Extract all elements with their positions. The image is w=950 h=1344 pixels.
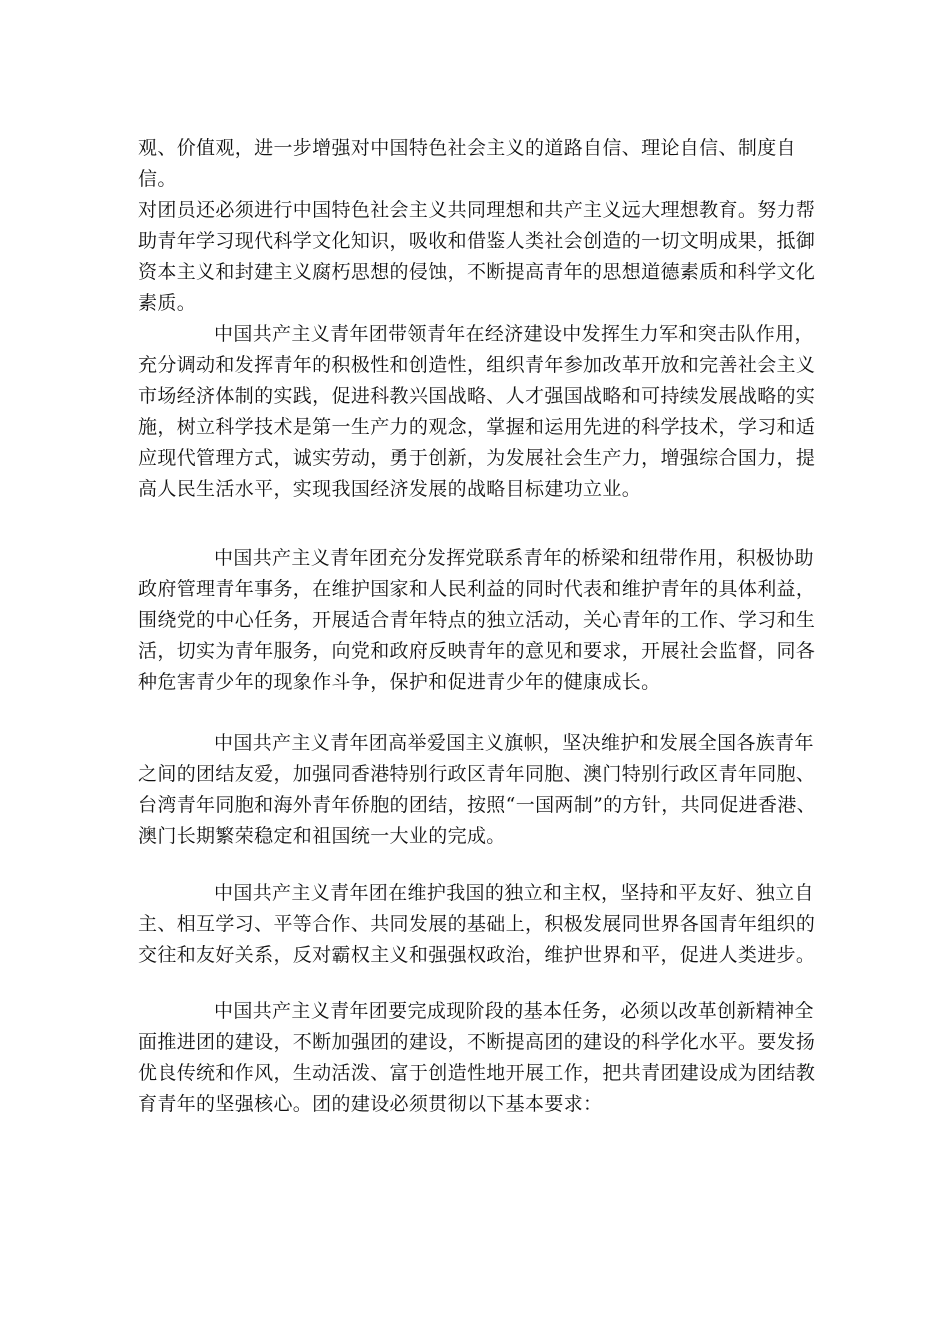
paragraph-4: 中国共产主义青年团高举爱国主义旗帜，坚决维护和发展全国各族青年 之间的团结友爱，加强同香港特别行政区青年同胞、澳门特别行政区青年同胞、 台湾青年同胞和海外青年侨胞的团结，按照“一国两制”的方针，共同促进香港、 澳门长期繁荣稳定和祖国统一大业的完成。 xyxy=(138,732,817,847)
paragraph-6: 中国共产主义青年团要完成现阶段的基本任务，必须以改革创新精神全 面推进团的建设，不断加强团的建设，不断提高团的建设的科学化水平。要发扬 优良传统和作风，生动活泼、富于创造性地开展工作，把共青团建设成为团结教 育青年的坚强核心。团的建设必须贯彻以下基本要求： xyxy=(138,1000,816,1115)
paragraph-2: 中国共产主义青年团带领青年在经济建设中发挥生力军和突击队作用， 充分调动和发挥青年的积极性和创造性，组织青年参加改革开放和完善社会主义 市场经济体制的实践，促进科教兴国战略、人才强国战略和可持续发展战略的实 施，树立科学技术是第一生产力的观念，掌握和运用先进的科学技术，学习和适 应现代管理方式，诚实劳动，勇于创新，为发展社会生产力，增强综合国力，提 高人民生活水平，实现我国经济发展的战略目标建功立业。 xyxy=(138,323,816,500)
paragraph-1: 观、价值观，进一步增强对中国特色社会主义的道路自信、理论自信、制度自信。 对团员还必须进行中国特色社会主义共同理想和共产主义远大理想教育。努力帮 助青年学习现代科学文化知识，吸收和借鉴人类社会创造的一切文明成果，抵御 资本主义和封建主义腐朽思想的侵蚀，不断提高青年的思想道德素质和科学文化 素质。 xyxy=(138,137,816,314)
paragraph-3: 中国共产主义青年团充分发挥党联系青年的桥梁和纽带作用，积极协助 政府管理青年事务，在维护国家和人民利益的同时代表和维护青年的具体利益， 围绕党的中心任务，开展适合青年特点的独立活动，关心青年的工作、学习和生 活，切实为青年服务，向党和政府反映青年的意见和要求，开展社会监督，同各 种危害青少年的现象作斗争，保护和促进青少年的健康成长。 xyxy=(138,547,816,693)
paragraph-5: 中国共产主义青年团在维护我国的独立和主权，坚持和平友好、独立自 主、相互学习、平等合作、共同发展的基础上，积极发展同世界各国青年组织的 交往和友好关系，反对霸权主义和强强权政治，维护世界和平，促进人类进步。 xyxy=(138,882,816,966)
